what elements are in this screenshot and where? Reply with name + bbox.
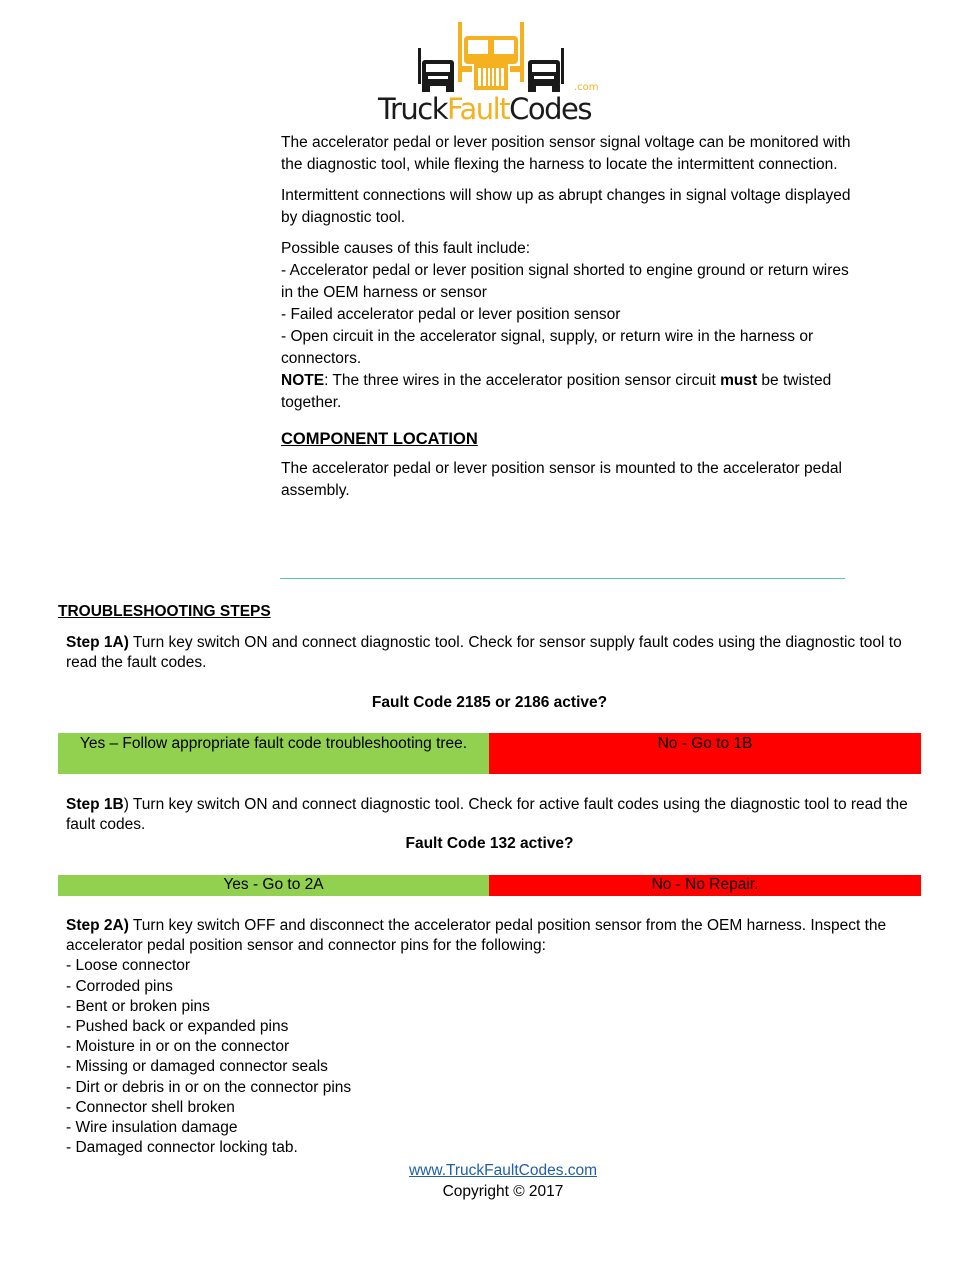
step-1b: Step 1B) Turn key switch ON and connect diagnostic tool. Check for active fault codes using the diagnostic tool to read the fault codes. — [66, 796, 908, 834]
website-link[interactable]: www.TruckFaultCodes.com — [408, 1162, 598, 1179]
intermittent-paragraph: Intermittent connections will show up as abrupt changes in signal voltage displayed by diagnostic tool. — [281, 187, 851, 226]
list-item: - Damaged connector locking tab. — [66, 1139, 298, 1157]
section-divider — [280, 578, 845, 579]
list-item: - Missing or damaged connector seals — [66, 1058, 328, 1076]
inspection-checklist — [66, 956, 916, 1158]
cause-item: - Open circuit in the accelerator signal, supply, or return wire in the harness or connectors. — [281, 328, 814, 367]
logo-com-suffix: .com — [574, 82, 599, 93]
list-item: - Pushed back or expanded pins — [66, 1018, 289, 1036]
possible-causes — [281, 238, 851, 414]
question-1: Fault Code 2185 or 2186 active? — [371, 694, 608, 711]
component-location-heading: COMPONENT LOCATION — [281, 430, 478, 448]
causes-title: Possible causes of this fault include: — [281, 240, 530, 257]
step-2a-intro: Step 2A) Turn key switch OFF and disconnect the accelerator pedal position sensor from the OEM harness. Inspect the accelerator pedal position sensor and connector pins for the following: — [66, 917, 887, 955]
q1-yes-answer: Yes – Follow appropriate fault code troubleshooting tree. — [58, 733, 489, 774]
list-item: - Moisture in or on the connector — [66, 1038, 290, 1056]
note: NOTE: The three wires in the accelerator position sensor circuit must be twisted together. — [281, 372, 832, 411]
step-1a: Step 1A) Turn key switch ON and connect diagnostic tool. Check for sensor supply fault codes using the diagnostic tool to read the fault codes. — [66, 634, 902, 672]
question-2: Fault Code 132 active? — [405, 835, 574, 852]
list-item: - Loose connector — [66, 957, 191, 975]
q2-no-answer: No - No Repair. — [489, 875, 921, 896]
component-location-text: The accelerator pedal or lever position sensor is mounted to the accelerator pedal assembly. — [281, 460, 842, 499]
q2-yes-answer: Yes - Go to 2A — [58, 875, 489, 896]
list-item: - Bent or broken pins — [66, 997, 210, 1015]
truck-icon — [378, 18, 604, 94]
description-section — [281, 132, 851, 511]
list-item: - Dirt or debris in or on the connector pins — [66, 1078, 352, 1096]
cause-item: - Failed accelerator pedal or lever position sensor — [281, 306, 621, 323]
logo-wordmark: TruckFaultCodes — [378, 92, 591, 126]
cause-item: - Accelerator pedal or lever position signal shorted to engine ground or return wires in the OEM harness or sensor — [281, 262, 849, 301]
list-item: - Connector shell broken — [66, 1098, 235, 1116]
list-item: - Wire insulation damage — [66, 1119, 238, 1137]
troubleshooting-heading: TROUBLESHOOTING STEPS — [58, 603, 271, 620]
truckfaultcodes-logo — [378, 18, 604, 128]
footer — [300, 1160, 706, 1202]
list-item: - Corroded pins — [66, 977, 173, 995]
step-2a — [66, 916, 916, 1158]
monitoring-paragraph: The accelerator pedal or lever position sensor signal voltage can be monitored with the diagnostic tool, while flexing the harness to locate the intermittent connection. — [281, 134, 851, 173]
q1-no-answer: No - Go to 1B — [489, 733, 921, 774]
copyright: Copyright © 2017 — [442, 1183, 564, 1200]
